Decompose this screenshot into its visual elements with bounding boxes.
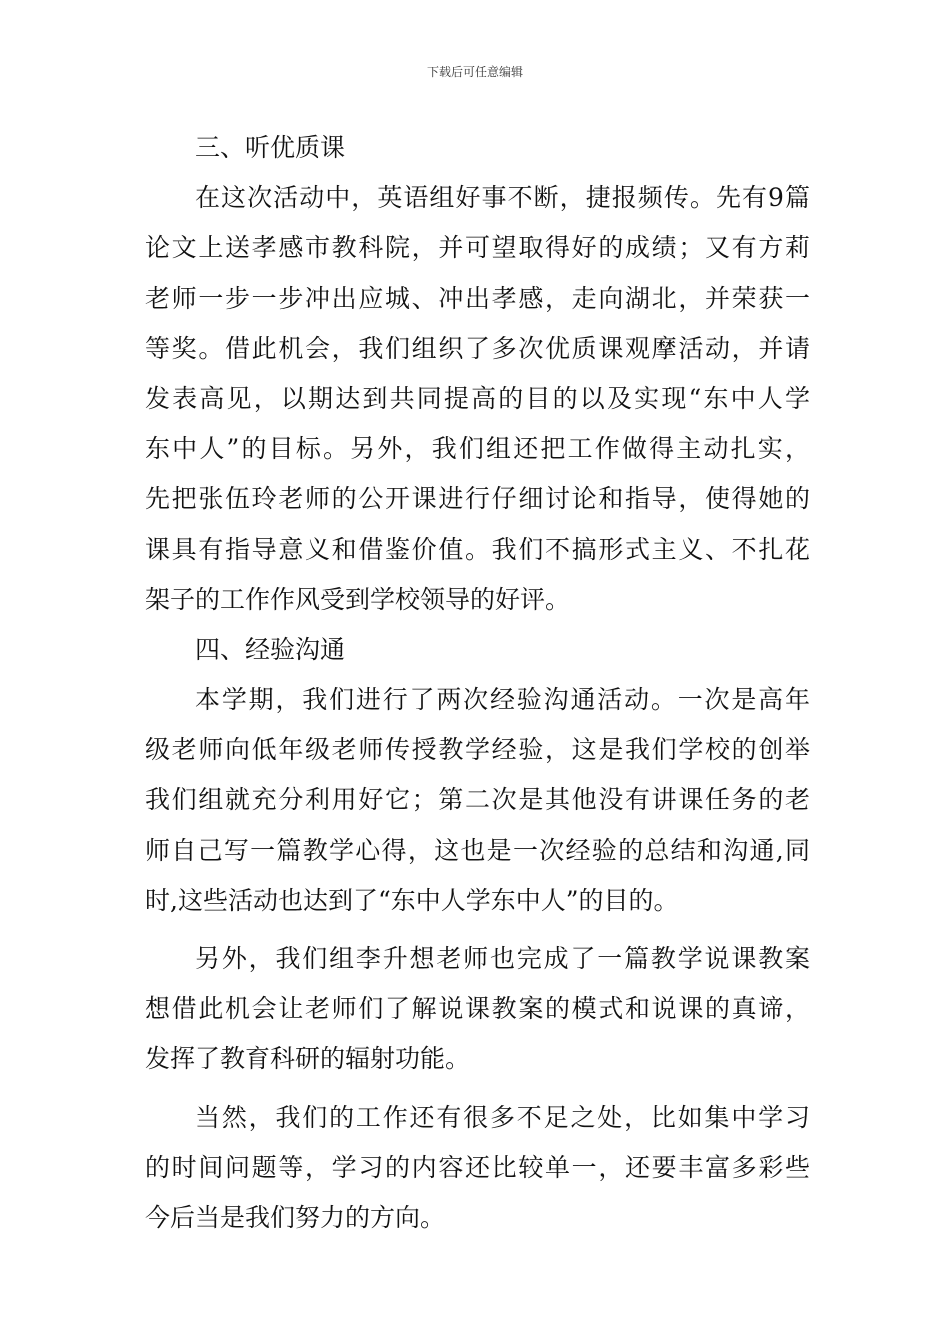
document-body <box>145 123 810 1243</box>
text-line: 本学期，我们进行了两次经验沟通活动。一次是高年 <box>195 685 810 715</box>
text-line: 级老师向低年级老师传授教学经验，这是我们学校的创举 <box>145 735 810 765</box>
text-line: 当然，我们的工作还有很多不足之处，比如集中学习 <box>195 1102 810 1132</box>
text-line: 我们组就充分利用好它；第二次是其他没有讲课任务的老 <box>145 785 810 815</box>
header-note: 下载后可任意编辑 <box>426 65 523 79</box>
text-line: 课具有指导意义和借鉴价值。我们不搞形式主义、不扎花 <box>145 534 810 564</box>
text-line: 老师一步一步冲出应城、冲出孝感，走向湖北，并荣获一 <box>145 283 810 313</box>
text-line: 时,这些活动也达到了“东中人学东中人”的目的。 <box>145 885 679 915</box>
text-line: 发表高见，以期达到共同提高的目的以及实现“东中人学 <box>145 383 810 413</box>
text-line: 先把张伍玲老师的公开课进行仔细讨论和指导，使得她的 <box>145 484 810 514</box>
section-heading-3: 三、听优质课 <box>195 133 346 162</box>
text-line: 想借此机会让老师们了解说课教案的模式和说课的真谛， <box>145 994 810 1024</box>
paragraph-gap <box>145 926 810 934</box>
text-line: 论文上送孝感市教科院，并可望取得好的成绩；又有方莉 <box>145 233 810 263</box>
text-line: 师自己写一篇教学心得，这也是一次经验的总结和沟通,同 <box>145 835 810 865</box>
paragraph-gap <box>145 1085 810 1093</box>
text-line: 的时间问题等，学习的内容还比较单一，还要丰富多彩些 <box>145 1152 810 1182</box>
text-line: 在这次活动中，英语组好事不断，捷报频传。先有9篇 <box>195 183 810 213</box>
text-line: 东中人”的目标。另外，我们组还把工作做得主动扎实， <box>145 434 810 464</box>
text-line: 发挥了教育科研的辐射功能。 <box>145 1044 471 1074</box>
text-line: 等奖。借此机会，我们组织了多次优质课观摩活动，并请 <box>145 333 810 363</box>
text-line: 架子的工作作风受到学校领导的好评。 <box>145 584 571 614</box>
text-line: 今后当是我们努力的方向。 <box>145 1202 446 1232</box>
text-line: 另外，我们组李升想老师也完成了一篇教学说课教案 <box>195 944 810 973</box>
section-heading-4: 四、经验沟通 <box>195 634 346 664</box>
